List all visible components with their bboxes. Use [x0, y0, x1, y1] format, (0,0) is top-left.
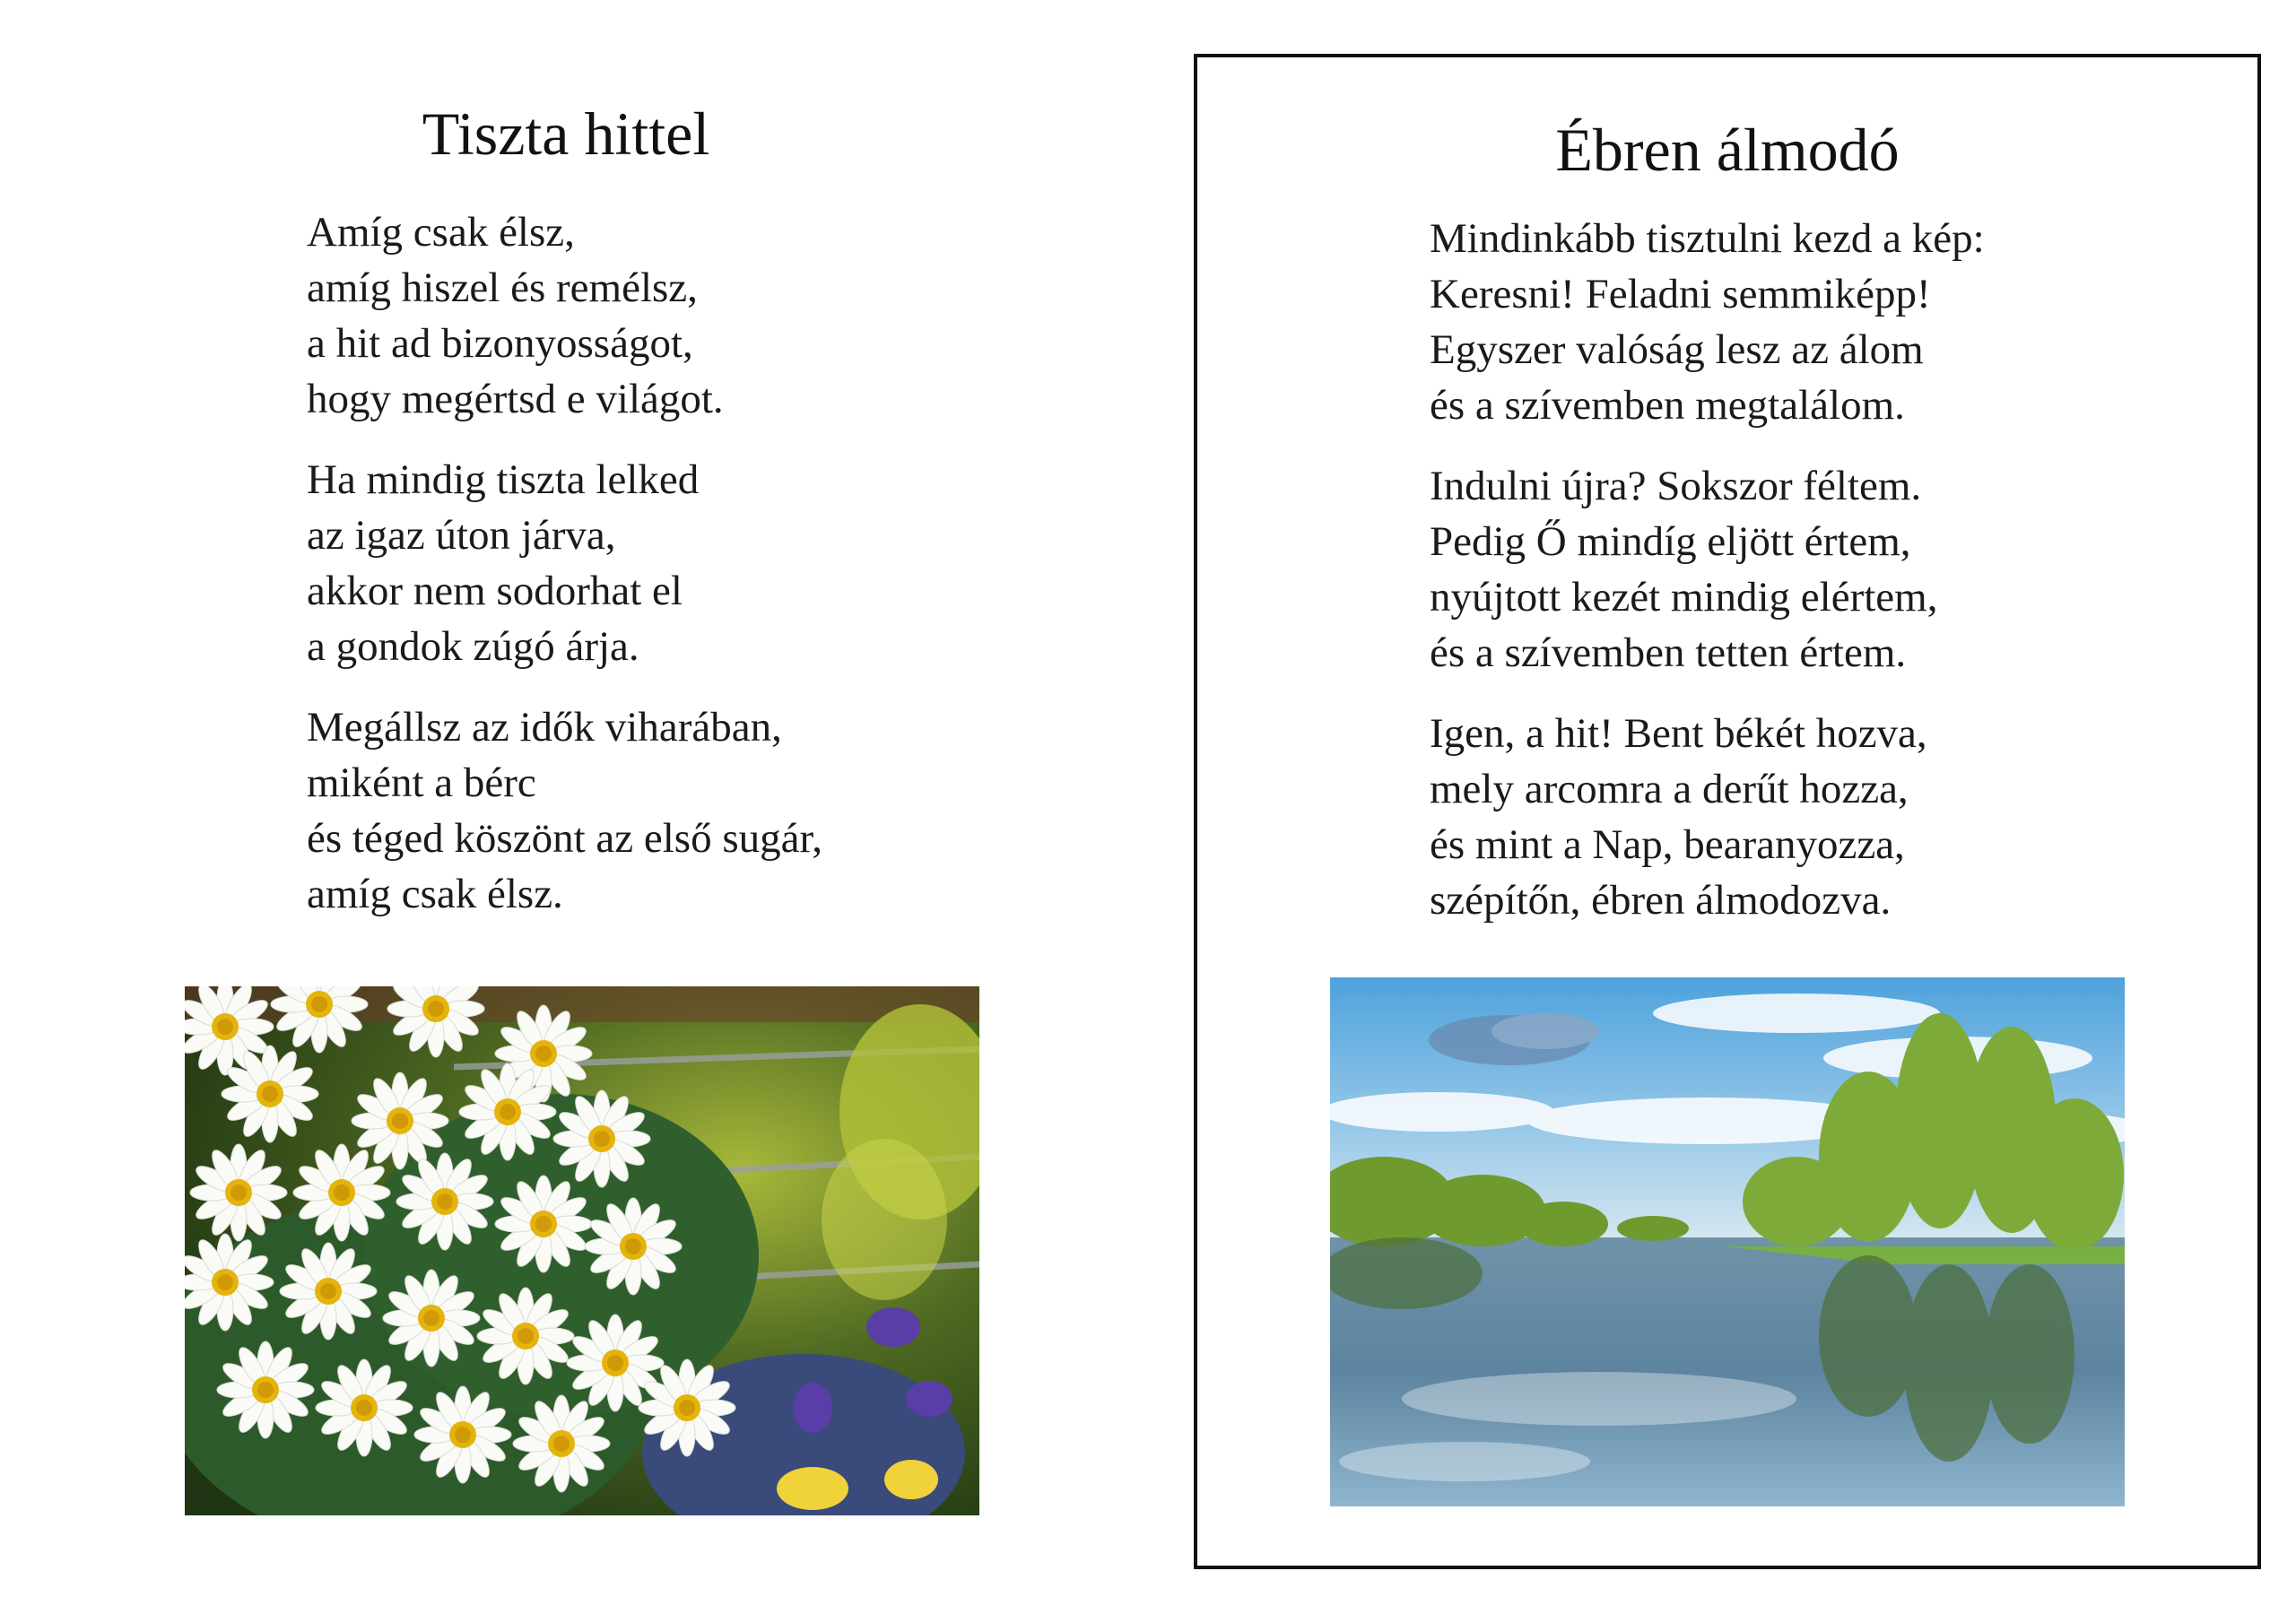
stanza [307, 699, 822, 922]
poem-line: az igaz úton járva, [307, 512, 616, 559]
lake-landscape-photo [1330, 977, 2125, 1506]
poem-line: mely arcomra a derűt hozza, [1430, 766, 1909, 812]
poem-line: hogy megértsd e világot. [307, 376, 724, 422]
poem-line: és téged köszönt az első sugár, [307, 815, 822, 862]
poem-line: és a szívemben tetten értem. [1430, 629, 1907, 676]
poem-line: akkor nem sodorhat el [307, 568, 683, 614]
poem-line: a hit ad bizonyosságot, [307, 320, 693, 367]
poem-line: Indulni újra? Sokszor féltem. [1430, 463, 1922, 509]
poem-line: Megállsz az idők viharában, [307, 704, 782, 751]
poem-line: nyújtott kezét mindig elértem, [1430, 574, 1938, 621]
left-poem-body [307, 204, 822, 947]
stanza [1430, 706, 1985, 928]
poem-line: Keresni! Feladni semmiképp! [1430, 271, 1931, 317]
poem-line: Amíg csak élsz, [307, 209, 575, 256]
stanza [307, 452, 822, 674]
stanza [1430, 458, 1985, 681]
daisies-photo [185, 986, 979, 1515]
poem-line: Igen, a hit! Bent békét hozva, [1430, 710, 1927, 757]
poem-line: Ha mindig tiszta lelked [307, 456, 700, 503]
poem-line: miként a bérc [307, 759, 536, 806]
left-poem-title: Tiszta hittel [422, 100, 710, 168]
poem-line: amíg hiszel és remélsz, [307, 265, 698, 311]
poem-line: amíg csak élsz. [307, 871, 563, 917]
right-poem-title: Ébren álmodó [1555, 116, 1900, 184]
stanza [1430, 211, 1985, 433]
stanza [307, 204, 822, 427]
poem-line: Mindinkább tisztulni kezd a kép: [1430, 215, 1985, 262]
poem-line: szépítőn, ébren álmodozva. [1430, 877, 1892, 924]
poem-line: és mint a Nap, bearanyozza, [1430, 821, 1905, 868]
right-poem-body [1430, 211, 1985, 953]
poem-line: Egyszer valóság lesz az álom [1430, 326, 1924, 373]
poem-line: a gondok zúgó árja. [307, 623, 639, 670]
poem-line: Pedig Ő mindíg eljött értem, [1430, 518, 1911, 565]
poem-line: és a szívemben megtalálom. [1430, 382, 1905, 429]
